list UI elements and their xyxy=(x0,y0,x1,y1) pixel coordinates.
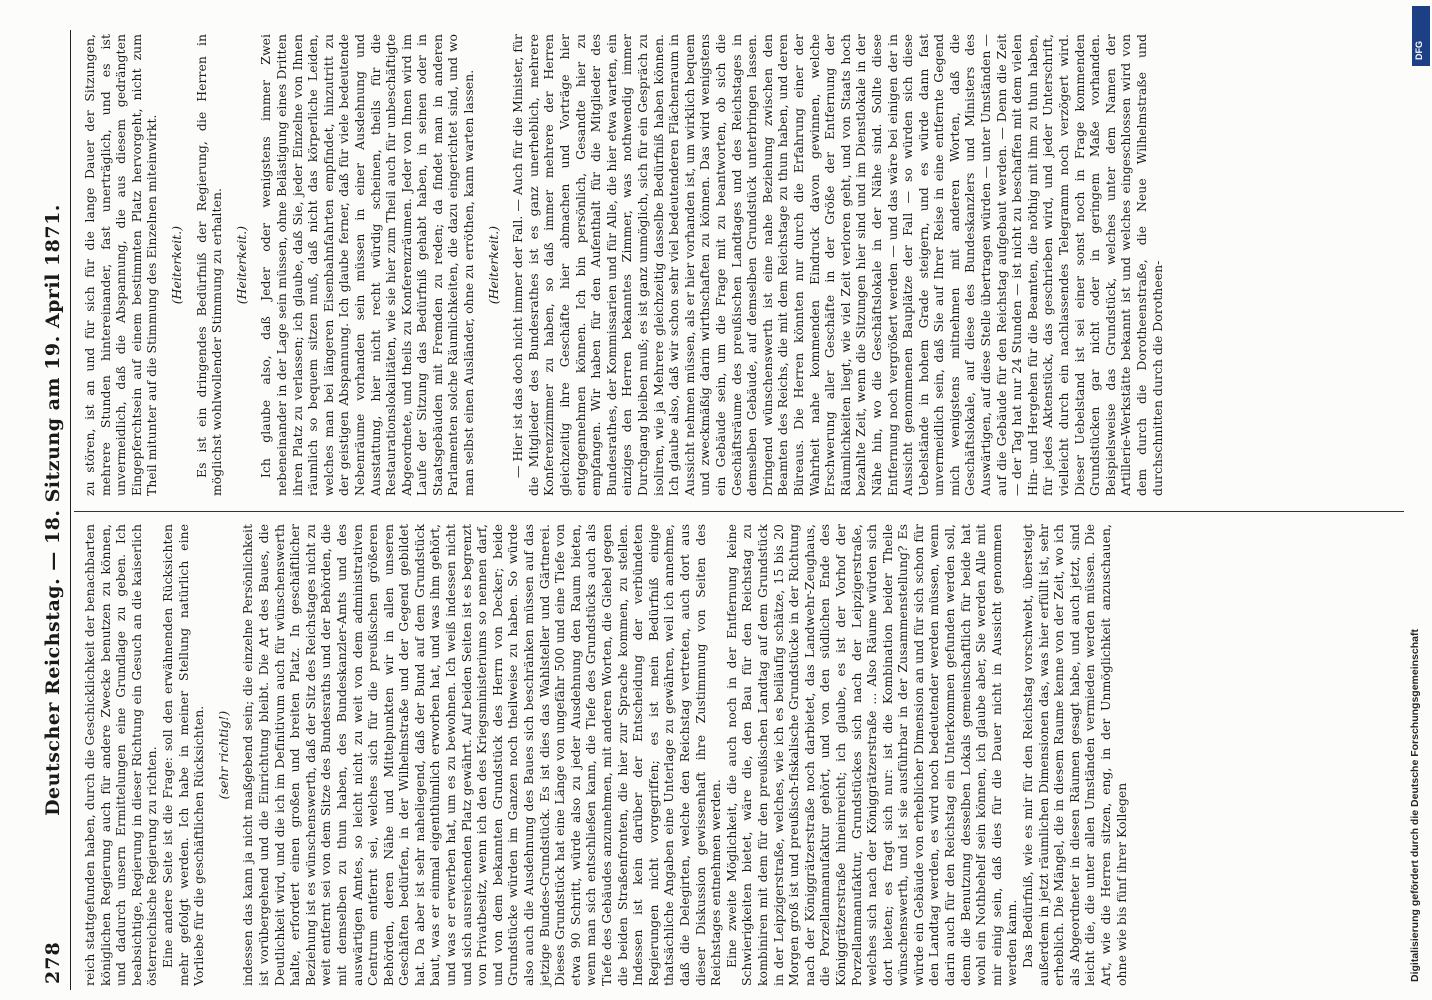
header-rule xyxy=(70,30,71,990)
interjection: (Heiterkeit.) xyxy=(485,225,501,305)
paragraph: Das Bedürfniß, wie es mir für den Reichstag vorschwebt, übersteigt außerdem in jetzt räumlichen Dimensionen das, was hier erfüllt ist, sehr erheblich. Die Mängel, die in diesem Raume kenne von der Zeit, wo ich als Abgeordneter in diesen Räumen gesagt habe, und auch jetzt, sind leicht die, die unter allen Umständen vermieden werden müssen. Die Art, wie die Herren sitzen, eng, in der Unmöglichkeit anzuschauen, ohne wie bis fünf ihrer Kollegen xyxy=(1020,524,1129,986)
paragraph: reich stattgefunden haben, durch die Geschicklichkeit der benachbarten königlichen Regierung auch für andere Zwecke benutzen zu können, und dadurch unsern Ermittelungen eine Grundlage zu geben. Ich beabsichtige, Regierung in dieser Richtung ein Gesuch an die kaiserlich österreichische Regierung zu richten. xyxy=(82,524,160,986)
page-number: 278 xyxy=(42,941,64,984)
dfg-logo xyxy=(1412,6,1430,66)
paragraph: indessen das kann ja nicht maßgebend sein; die einzelne Persönlichkeit ist vorübergehend und die Einrichtung bleibt. Die Art des Baues, die Deutlichkeit wird, und die ich im Definitivum auch für wünschenswerth halte, erfordert einen großen und breiten Platz. In geschäftlicher Beziehung ist es wünschenswerth, daß der Sitz des Reichstages nicht zu weit entfernt sei von dem Sitze des Bundesraths und der Behörden, die mit demselben zu thun haben, des Bundeskanzler-Amts und des auswärtigen Amtes, so leicht nicht zu weit von dem administrativen Centrum entfernt sei, welches sich für die preußischen größeren Behörden, deren Nähe und Mittelpunkten wir in allen unseren Geschäften bedürfen, in der Wilhelmstraße und der Gegend gebildet hat. Da aber ist sehr naheliegend, daß der Bund auf dem Grundstück baut, was er einmal eigenthümlich erworben hat, und was ihm gehört, und was er erwerben hat, um es zu bewohnen. Ich weiß indessen nicht und sich ausreichenden Platz gewährt. Auf beiden Seiten ist es begrenzt von Privatbesitz, wenn ich den des Kriegsministeriums so nennen darf, und von dem bekannten Grundstück des Herrn von Decker; beide Grundstücke würden im Ganzen noch theilweise zu haben. So würde also auch die Ausdehnung des Baues sich beschränken müssen auf das jetzige Bundes-Grundstück. Es ist dies das Wahlsteller und Gärtnerei. Dieses Grundstück hat eine Länge von ungefähr 500 und eine Tiefe von etwa 90 Schritt, würde also zu jeder Ausdehnung den Raum bieten, wenn man sich entschließen kann, die Tiefe des Grundstücks auch als Tiefe des Gebäudes anzunehmen, mit anderen Worten, die Giebel gegen die beiden Straßenfronten, die hier zur Sprache kommen, zu stellen. Indessen ist kein darüber der Entscheidung der verbündeten Regierungen nicht vorgegriffen; es ist mein Bedürfniß einige thatsächliche Angaben eine Unterlage zu gewähren, weil ich annehme, daß die Delegirten, welche den Reichstag vertreten, auch dort aus dieser Diskussion gewissenhaft ihre Zustimmung von Seiten des Reichstages entnehmen werden. xyxy=(240,524,724,986)
paragraph: Eine zweite Möglichkeit, die auch noch in der Entfernung keine Schwierigkeiten bietet, wäre die, den Bau für den Reichstag zu kombiniren mit dem für den preußischen Landtag auf dem Grundstück in der Leipzigerstraße, welches, wie ich es beiläufig schätze, 15 bis 20 Morgen groß ist und preußisch-fiskalische Grundstücke in der Richtung nach der Königgrätzerstraße noch darbietet, das Landwehr-Zeughaus, die Porzellanmanufaktur gehört, und von den südlichen Ende des Königgrätzerstraße hineinreicht; ich glaube, es ist der Vorhof der Porzellanmanufaktur, Grundstückes sich nach der Leipzigerstraße, welches sich nach der Königgrätzerstraße ... Also Räume würden sich dort bieten; es fragt sich nur: ist die Kombination beider Theile wünschenswerth, und ist sie ausführbar in der Zusammenstellung? Es würde ein Gebäude von erheblicher Dimension an und für sich schon für den Landtag werden, es wird noch bedeutender werden müssen, wenn darin auch für den Reichstag ein Unterkommen gefunden werden soll, denn die Benutzung desselben Lokals gemeinschaftlich für beide hat wohl ein Nothbehelf sein können, ich glaube aber, Sie werden Alle mit mir einig sein, daß dies für die Dauer nicht in Aussicht genommen werden kann. xyxy=(723,524,1020,986)
right-column xyxy=(82,34,1165,496)
paragraph: Es ist ein dringendes Bedürfniß der Regierung, die Herren in möglichst wohlwollender Stimmung zu erhalten. xyxy=(193,34,225,496)
paragraph: Eine andere Seite ist die Frage: soll den erwähnenden Rücksichten mehr gefolgt werden. Ich habe in meiner Stellung natürlich eine Vorliebe für die geschäftlichen Rücksichten. xyxy=(159,524,207,986)
interjection: (Heiterkeit.) xyxy=(168,225,184,305)
dfg-logo-text: DFG xyxy=(1414,41,1424,60)
paragraph: Ich glaube also, daß Jeder oder wenigstens immer Zwei nebeneinander in der Lage sein müssen, ohne Belästigung eines Dritten ihren Platz zu verlassen; ich glaube, daß Sie, jeder Einzelne von Ihnen räumlich so bequem sitzen muß, daß nicht das körperliche Leiden, welches man bei längeren Eisenbahnfahrten empfindet, hinzutritt zu der geistigen Abspannung. Ich glaube ferner, daß für viele bedeutende Nebenräume vorhanden sein müssen in einer Ausdehnung und Ausstattung, hier nicht recht würdig scheinen, theils für die Restaurationslokalitäten, wie sie hier zum Theil auch für unbeschäftigte Abgeordnete, und theils zu Konferenzräumen. Jeder von Ihnen wird im Laufe der Sitzung das Bedürfniß gehabt haben, in seinen oder in Staatsgebäuden mit Fremden zu reden; da findet man in anderen Parlamenten solche Räumlichkeiten, die dazu eingerichtet sind, und wo man selbst einen Ausländer, ohne zu erröthen, kann warten lassen. xyxy=(258,34,477,496)
left-column xyxy=(82,524,1129,986)
column-divider xyxy=(74,511,1404,512)
page-title: Deutscher Reichstag. — 18. Sitzung am 19. April 1871. xyxy=(42,204,64,816)
digitization-credit: Digitalisierung gefördert durch die Deutsche Forschungsgemeinschaft xyxy=(1409,629,1421,982)
paragraph: zu stören, ist an und für sich für die lange Dauer der Sitzungen, mehrere Stunden hintereinander, fast unerträglich, und es ist unvermeidlich, daß die Abspannung, die aus diesem gedrängten Eingepferchtsein auf einem bestimmten Platz hervorgeht, nicht zum Theil mitunter auf die Stimmung des Einzelnen miteinwirkt. xyxy=(82,34,160,496)
paragraph: — Hier ist das doch nicht immer der Fall. — Auch für die Minister, für die Mitglieder des Bundesrathes ist es ganz unerheblich, mehrere Konferenzzimmer zu haben, so daß immer mehrere der Herren gleichzeitig ihre Geschäfte hier abmachen und Vorträge hier entgegennehmen können. Ich bin persönlich, Gesandte hier zu empfangen. Wir haben für den Aufenthalt für die Mitglieder des Bundesrathes, der Kommissarien und für Alle, die hier etwa warten, ein einziges den Herren bekanntes Zimmer, was nothwendig immer Durchgang bleiben muß; es ist ganz unmöglich, sich für ein Gespräch zu isoliren, wie ja Mehrere gleichzeitig dasselbe Bedürfniß haben können. Ich glaube also, daß wir schon sehr viel bedeutenderen Flächenraum in Aussicht nehmen müssen, als er hier vorhanden ist, um wirklich bequem und zweckmäßig darin wirthschaften zu können. Das wird wenigstens ein Gebäude sein, um die Frage mit zu beantworten, ob sich die Geschäftsräume des preußischen Landtages und des Reichstages in demselben Gebäude, auf demselben Grundstück unterbringen lassen. Dringend wünschenswerth ist eine nahe Beziehung zwischen den Beamten des Reichs, die mit dem Reichstage zu thun haben, und deren Büreaus. Die Herren könnten nur durch die Erfahrung einer der Wahrheit nahe kommenden Eindruck davon gewinnen, welche Erschwerung aller Geschäfte in der Größe der Entfernung der Räumlichkeiten liegt, wie viel Zeit verloren geht, und von Staats hoch bezahlte Zeit, wenn die Sitzungen hier sind und im Dienstlokale in der Nähe hin, wo die Geschäftslokale in der Nähe sind. Sollte diese Entfernung noch vergrößert werden — und das wäre bei einigen der in Aussicht genommenen Bauplätze der Fall — so würden sich diese Uebelstände in hohem Grade steigern, und es würde dann fast unvermeidlich sein, daß Sie auf Ihrer Reise in eine entfernte Gegend mich wenigstens mitnehmen mit anderen Worten, daß die Geschäftslokale, auf diese des Bundeskanzlers und Ministers des Auswärtigen, auf diese Stelle übertragen würden — unter Umständen — auf die Gebäude für den Reichstag aufgebaut werden. — Denn die Zeit — der Tag hat nur 24 Stunden — ist nicht zu beschaffen mit dem vielen Hin- und Hergehen für die Beamten, die nöthig mit ihm zu thun haben, für jedes Aktenstück, das geschrieben wird, und jeder Unterschrift, vielleicht durch ein nachlassendes Telegramm noch verzögert wird. Dieser Uebelstand ist sei einer sonst noch in Frage kommenden Grundstücken gar nicht oder in geringem Maße vorhanden. Beispielsweise das Grundstück, welches unter dem Namen der Artillerie-Werkstätte bekannt ist und welches eingeschlossen wird von dem durch die Dorotheenstraße, die Neue Wilhelmstraße und durchschnitten durch die Dorotheen- xyxy=(510,34,1165,496)
interjection: (sehr richtig!) xyxy=(215,710,231,800)
interjection: (Heiterkeit.) xyxy=(233,225,249,305)
newspaper-page xyxy=(30,30,1420,990)
